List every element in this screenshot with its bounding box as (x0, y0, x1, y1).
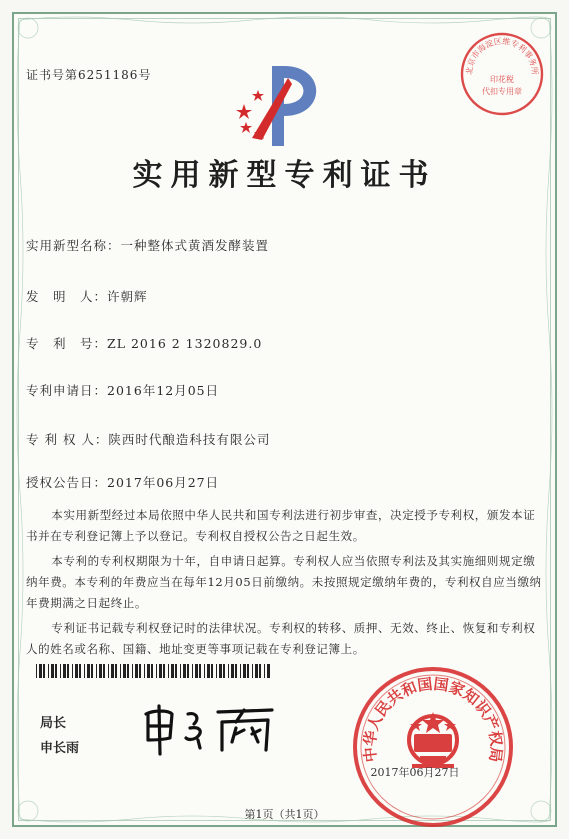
barcode-bar (139, 664, 141, 678)
signature-name: 申长雨 (40, 741, 80, 756)
barcode-bar (228, 664, 229, 678)
barcode-bar (163, 664, 165, 678)
barcode-bar (96, 664, 97, 678)
barcode-bar (259, 664, 261, 678)
barcode-bar (63, 664, 66, 678)
barcode-bar (187, 664, 189, 678)
barcode-bar (43, 664, 45, 678)
barcode-bar (48, 664, 49, 678)
barcode-bar (108, 664, 109, 678)
barcode-bar (175, 664, 177, 678)
field-label: 实用新型名称： (26, 238, 121, 253)
barcode-bar (39, 664, 42, 678)
svg-text:北京市海淀区维专利事务所 (464, 36, 540, 75)
field-value: 许朝辉 (107, 289, 148, 304)
barcode-bar (247, 664, 249, 678)
barcode-bar (115, 664, 117, 678)
barcode-bar (255, 664, 258, 678)
barcode-bar (168, 664, 169, 678)
field-label: 专 利 权 人： (26, 432, 109, 447)
barcode-bar (67, 664, 69, 678)
field-application-date (26, 381, 219, 399)
barcode-bar (267, 664, 270, 678)
barcode-bar (216, 664, 217, 678)
field-value: 2016年12月05日 (107, 383, 220, 398)
barcode-bar (51, 664, 54, 678)
barcode-bar (144, 664, 145, 678)
page-number: 第1页（共1页） (244, 808, 325, 821)
barcode-bar (211, 664, 213, 678)
field-value: 一种整体式黄酒发酵装置 (120, 238, 270, 253)
field-patent-number (26, 334, 262, 352)
field-patentee (26, 430, 270, 448)
barcode-bar (219, 664, 222, 678)
barcode-bar (156, 664, 157, 678)
barcode-bar (84, 664, 85, 678)
barcode-bar (252, 664, 253, 678)
barcode-bar (75, 664, 78, 678)
barcode-bar (55, 664, 57, 678)
agency-seal-center-1: 印花税 (490, 75, 514, 84)
barcode-bar (132, 664, 133, 678)
body-paragraph-3: 专利证书记载专利权登记时的法律状况。专利权的转移、质押、无效、终止、恢复和专利权人的姓名或名称、国籍、地址变更等事项记载在专利登记簿上。 (26, 621, 536, 656)
barcode-bar (111, 664, 114, 678)
handwritten-signature (140, 700, 280, 756)
barcode-bar (72, 664, 73, 678)
certificate-number: 证书号第6251186号 (26, 68, 152, 82)
patent-office-logo (232, 58, 332, 154)
barcode-bar (147, 664, 150, 678)
field-label: 发 明 人： (26, 289, 108, 304)
signature-title: 局长 (40, 716, 67, 731)
barcode-bar (192, 664, 193, 678)
barcode-bar (60, 664, 61, 678)
agency-seal-center-2: 代扣专用章 (482, 87, 522, 96)
barcode-bar (159, 664, 162, 678)
barcode-bar (204, 664, 205, 678)
barcode-bar (135, 664, 138, 678)
barcode-bar (223, 664, 225, 678)
field-label: 专利申请日： (26, 383, 108, 398)
agency-seal (458, 30, 546, 118)
field-value: ZL 2016 2 1320829.0 (107, 336, 263, 351)
body-paragraph-2: 本专利的专利权期限为十年，自申请日起算。专利权人应当依照专利法及其实施细则规定缴纳年费。本专利的年费应当在每年12月05日前缴纳。未按照规定缴纳年费的，专利权自应当缴纳年费期满之日起终止。 (26, 554, 542, 610)
field-grant-date (26, 473, 219, 491)
field-value: 2017年06月27日 (107, 475, 220, 490)
barcode-bar (87, 664, 90, 678)
barcode-bar (180, 664, 181, 678)
agency-seal-ring-text: 北京市海淀区维专利事务所 (464, 36, 540, 76)
barcode-bar (123, 664, 126, 678)
barcode-bar (103, 664, 105, 678)
barcode-bar (207, 664, 210, 678)
barcode-bar (231, 664, 234, 678)
field-label: 专 利 号： (26, 336, 108, 351)
field-inventor (26, 287, 148, 305)
barcode-bar (199, 664, 201, 678)
field-utility-model-name (26, 236, 269, 254)
document-title: 实用新型专利证书 (132, 158, 437, 193)
barcode-bar (127, 664, 129, 678)
barcode-bar (195, 664, 198, 678)
barcode-bar (151, 664, 153, 678)
barcode-bar (91, 664, 93, 678)
barcode-bar (183, 664, 186, 678)
barcode (36, 664, 271, 678)
barcode-bar (240, 664, 241, 678)
barcode-bar (120, 664, 121, 678)
barcode-bar (264, 664, 265, 678)
field-label: 授权公告日： (26, 475, 108, 490)
barcode-bar (36, 664, 37, 678)
seal-ring-text: 中华人民共和国国家知识产权局 (360, 674, 506, 764)
barcode-bar (243, 664, 246, 678)
body-paragraph-1: 本实用新型经过本局依照中华人民共和国专利法进行初步审查，决定授予专利权，颁发本证书并在专利登记簿上予以登记。专利权自授权公告之日起生效。 (26, 508, 536, 543)
barcode-bar (171, 664, 174, 678)
field-value: 陕西时代酿造科技有限公司 (108, 432, 271, 447)
certificate-body (26, 505, 546, 664)
barcode-bar (235, 664, 237, 678)
barcode-bar (79, 664, 81, 678)
barcode-bar (99, 664, 102, 678)
seal-date: 2017年06月27日 (370, 766, 460, 779)
